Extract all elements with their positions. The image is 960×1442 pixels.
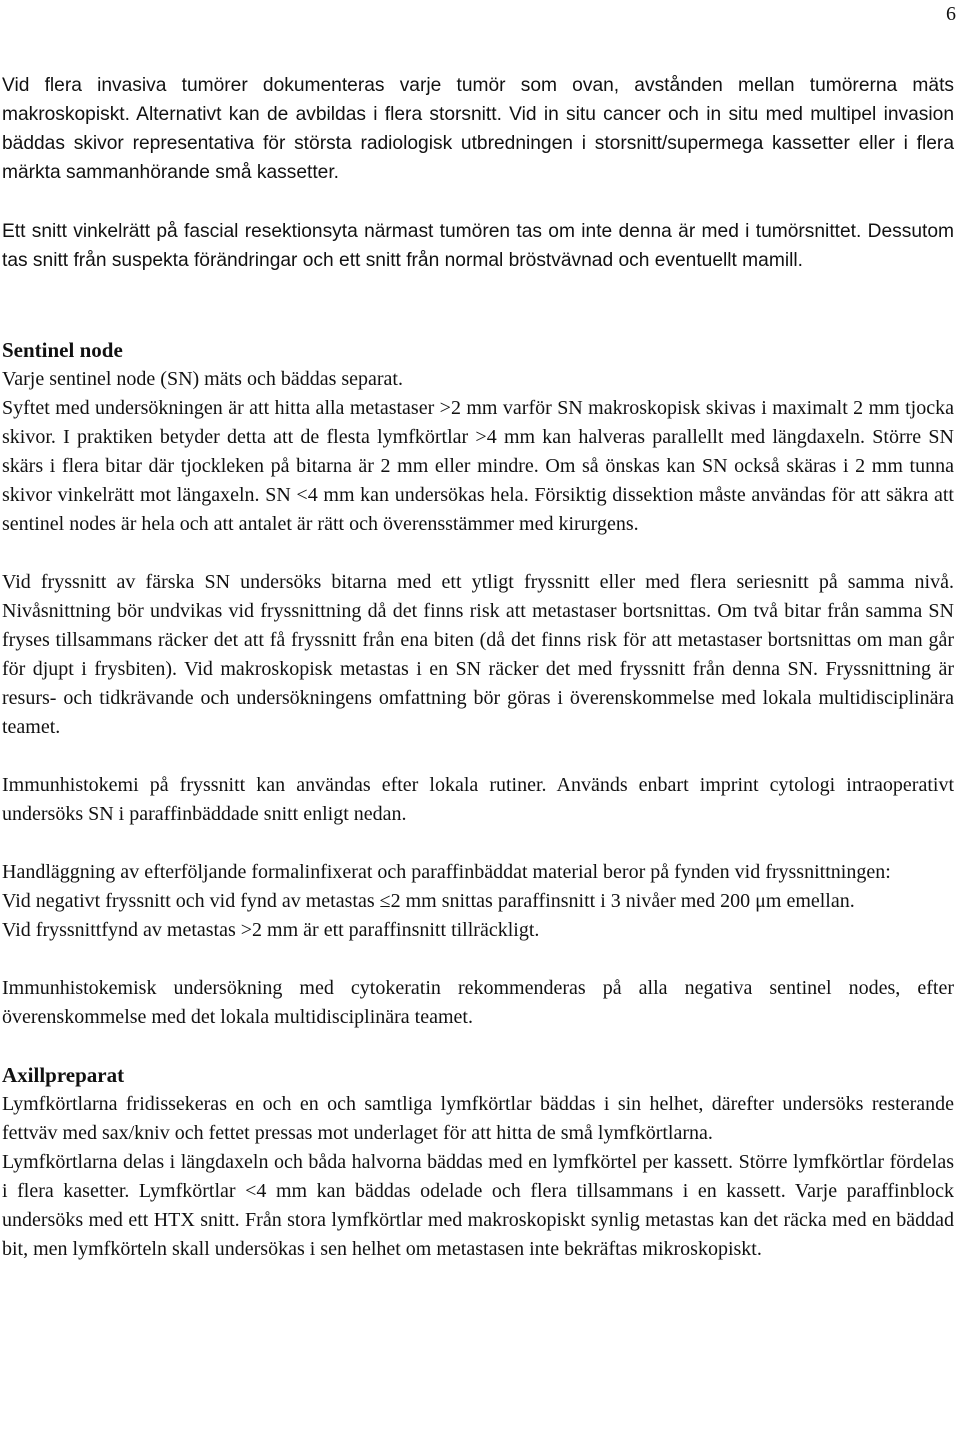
- sentinel-paragraph-3: Immunhistokemi på fryssnitt kan användas efter lokala rutiner. Används enbart imprint cytologi intraoperativt undersöks SN i paraffinbäddade snitt enligt nedan.: [2, 774, 954, 825]
- sentinel-paragraph-6: Vid fryssnittfynd av metastas >2 mm är ett paraffinsnitt tillräckligt.: [2, 919, 540, 941]
- axill-paragraph-2: Lymfkörtlarna delas i längdaxeln och båda halvorna bäddas med en lymfkörtel per kassett. Större lymfkörtlar fördelas i flera kasetter. Lymfkörtlar <4 mm kan bäddas odelade och flera tillsammans i en kassett. Varje paraffinblock undersöks med ett HTX snitt. Från stora lymfkörtlar med makroskopiskt synlig metastas kan det räcka med en bäddad bit, men lymfkörteln skall undersökas i sen helhet om metastasen inte bekräftas mikroskopiskt.: [2, 1151, 954, 1260]
- sentinel-paragraph-7: Immunhistokemisk undersökning med cytokeratin rekommenderas på alla negativa sentinel nodes, efter överenskommelse med det lokala multidisciplinära teamet.: [2, 977, 954, 1028]
- intro-section: [2, 71, 954, 187]
- axillpreparat-heading: Axillpreparat: [2, 1063, 125, 1087]
- intro-paragraph-2: Ett snitt vinkelrätt på fascial resektionsyta närmast tumören tas om inte denna är med i tumörsnittet. Dessutom tas snitt från suspekta förändringar och ett snitt från normal bröstvävnad och eventuellt mamill.: [2, 221, 954, 271]
- sentinel-intro-line: Varje sentinel node (SN) mäts och bäddas separat.: [2, 368, 403, 390]
- axill-paragraph-1: Lymfkörtlarna fridissekeras en och en och samtliga lymfkörtlar bäddas i sin helhet, därefter undersöks resterande fettväv med sax/kniv och fettet pressas mot underlaget för att hitta de små lymfkörtlarna.: [2, 1093, 954, 1144]
- sentinel-paragraph-4: Handläggning av efterföljande formalinfixerat och paraffinbäddat material beror på fynden vid fryssnittningen:: [2, 861, 891, 883]
- sentinel-node-section: [2, 336, 954, 1264]
- sentinel-node-heading: Sentinel node: [2, 338, 123, 362]
- intro-paragraph-1: Vid flera invasiva tumörer dokumenteras varje tumör som ovan, avstånden mellan tumörerna mäts makroskopiskt. Alternativt kan de avbildas i flera storsnitt. Vid in situ cancer och in situ med multipel invasion bäddas skivor representativa för största radiologisk utbredningen i storsnitt/supermega kassetter eller i flera märkta sammanhörande små kassetter.: [2, 75, 954, 183]
- sentinel-paragraph-1: Syftet med undersökningen är att hitta alla metastaser >2 mm varför SN makroskopisk skivas i maximalt 2 mm tjocka skivor. I praktiken betyder detta att de flesta lymfkörtlar >4 mm kan halveras parallellt med längdaxeln. Större SN skärs i flera bitar där tjockleken på bitarna är 2 mm eller mindre. Om så önskas kan SN också skäras i 2 mm tunna skivor vinkelrätt mot längaxeln. SN <4 mm kan undersökas hela. Försiktig dissektion måste användas för att säkra att sentinel nodes är hela och att antalet är rätt och överensstämmer med kirurgens.: [2, 397, 954, 535]
- sentinel-paragraph-2: Vid fryssnitt av färska SN undersöks bitarna med ett ytligt fryssnitt eller med flera seriesnitt på samma nivå. Nivåsnittning bör undvikas vid fryssnittning då det finns risk att metastaser bortsnittas. Om två bitar från samma SN fryses tillsammans räcker det att få fryssnitt från ena biten (då det finns risk för att metastaser bortsnittas om man går för djupt i frysbiten). Vid makroskopisk metastas i en SN räcker det med fryssnitt från denna SN. Fryssnittning är resurs- och tidkrävande och undersökningens omfattning bör göras i överenskommelse med lokala multidisciplinära teamet.: [2, 571, 954, 738]
- page-number: 6: [946, 3, 956, 25]
- intro-section-2: [2, 217, 954, 275]
- sentinel-paragraph-5: Vid negativt fryssnitt och vid fynd av metastas ≤2 mm snittas paraffinsnitt i 3 nivåer med 200 μm emellan.: [2, 890, 855, 912]
